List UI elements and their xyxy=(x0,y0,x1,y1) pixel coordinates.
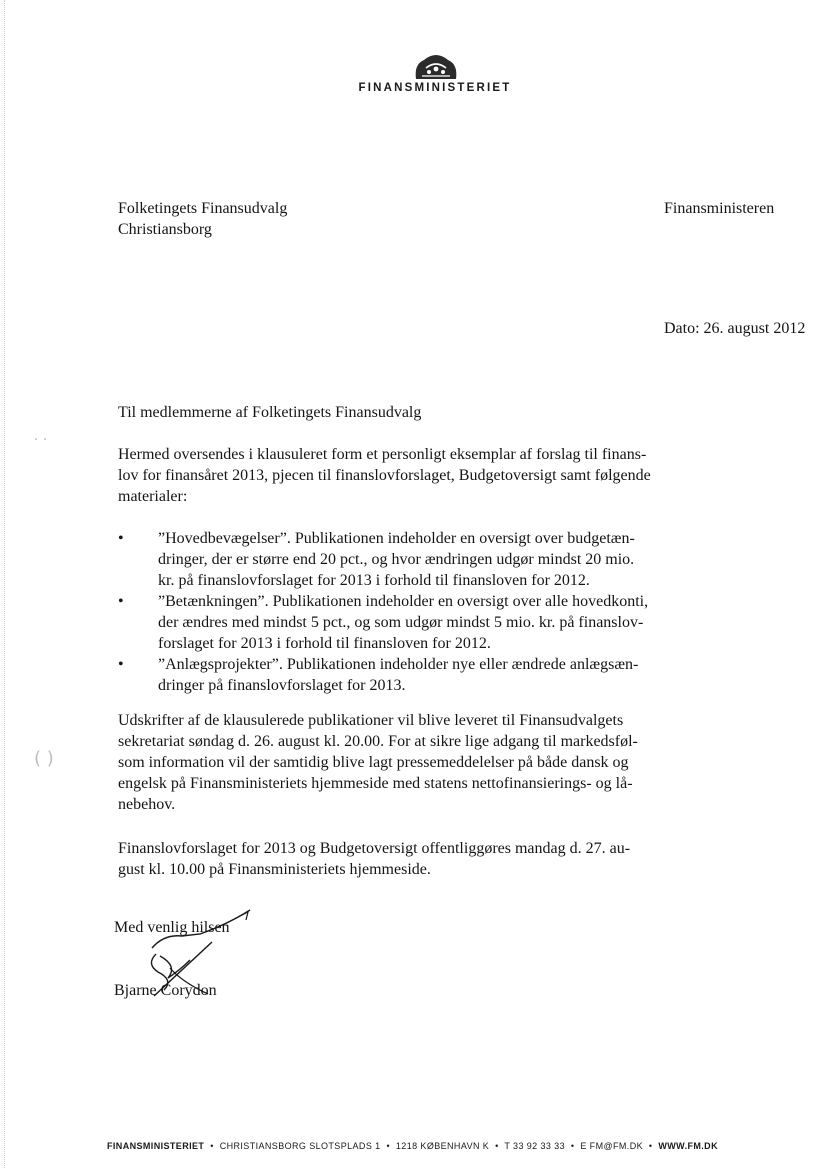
letterhead xyxy=(340,52,530,102)
page-footer xyxy=(0,1141,825,1151)
list-item xyxy=(118,528,658,591)
salutation: Til medlemmerne af Folketingets Finansudvalg xyxy=(118,404,422,421)
footer-separator: • xyxy=(570,1141,575,1151)
text-line: gust kl. 10.00 på Finansministeriets hjemmeside. xyxy=(118,861,431,878)
letter-date: Dato: 26. august 2012 xyxy=(664,320,806,337)
crown-icon xyxy=(412,52,460,80)
footer-separator: • xyxy=(386,1141,390,1151)
bullet-icon: • xyxy=(118,530,124,547)
footer-website-link[interactable]: WWW.FM.DK xyxy=(658,1141,718,1151)
materials-list xyxy=(118,528,658,696)
footer-separator: • xyxy=(648,1141,653,1151)
margin-mark-icon: ( ) xyxy=(34,748,54,769)
bullet-icon: • xyxy=(118,656,124,673)
text-line: ”Hovedbevægelser”. Publikationen indeholder en oversigt over budgetæn- xyxy=(158,530,635,547)
footer-separator: • xyxy=(210,1141,214,1151)
text-line: engelsk på Finansministeriets hjemmeside med statens nettofinansierings- og lå- xyxy=(118,775,633,792)
sender-title: Finansministeren xyxy=(664,200,775,217)
text-line: Udskrifter af de klausulerede publikationer vil blive leveret til Finansudvalgets xyxy=(118,712,624,729)
addressee-line: Folketingets Finansudvalg xyxy=(118,200,288,217)
text-line: Finanslovforslaget for 2013 og Budgetoversigt offentliggøres mandag d. 27. au- xyxy=(118,840,631,857)
footer-email[interactable]: E FM@FM.DK xyxy=(580,1141,644,1151)
text-line: sekretariat søndag d. 26. august kl. 20.00. For at sikre lige adgang til markedsføl- xyxy=(118,733,638,750)
addressee-block xyxy=(118,198,287,240)
publication-paragraph xyxy=(118,838,648,880)
list-item xyxy=(118,591,658,654)
ministry-logotype: FINANSMINISTERIET xyxy=(358,82,512,94)
text-line: dringer, der er større end 20 pct., og hvor ændringen udgør mindst 20 mio. xyxy=(158,551,635,568)
text-line: ”Anlægsprojekter”. Publikationen indeholder nye eller ændrede anlægsæn- xyxy=(158,656,639,673)
text-line: dringer på finanslovforslaget for 2013. xyxy=(158,677,406,694)
delivery-paragraph xyxy=(118,710,648,815)
text-line: Hermed oversendes i klausuleret form et personligt eksemplar af forslag til finans- xyxy=(118,446,647,463)
intro-paragraph xyxy=(118,444,658,507)
text-line: materialer: xyxy=(118,488,188,505)
footer-address: CHRISTIANSBORG SLOTSPLADS 1 xyxy=(219,1141,381,1151)
footer-ministry: FINANSMINISTERIET xyxy=(107,1141,205,1151)
signer-name: Bjarne Corydon xyxy=(114,982,217,999)
text-line: nebehov. xyxy=(118,796,176,813)
text-line: som information vil der samtidig blive lagt pressemeddelelser på både dansk og xyxy=(118,754,629,771)
text-line: forslaget for 2013 i forhold til finansloven for 2012. xyxy=(158,635,491,652)
text-line: kr. på finanslovforslaget for 2013 i forhold til finansloven for 2012. xyxy=(158,572,590,589)
closing-phrase: Med venlig hilsen xyxy=(114,919,230,936)
list-item xyxy=(118,654,658,696)
text-line: lov for finansåret 2013, pjecen til finanslovforslaget, Budgetoversigt samt følgende xyxy=(118,467,651,484)
scan-edge-artifact xyxy=(4,0,6,1168)
margin-mark-icon: · · xyxy=(34,432,48,448)
footer-separator: • xyxy=(495,1141,499,1151)
footer-postal: 1218 KØBENHAVN K xyxy=(395,1141,490,1151)
bullet-icon: • xyxy=(118,593,124,610)
addressee-line: Christiansborg xyxy=(118,221,212,238)
footer-phone: T 33 92 33 33 xyxy=(504,1141,565,1151)
text-line: der ændres med mindst 5 pct., og som udgør mindst 5 mio. kr. på finanslov- xyxy=(158,614,644,631)
text-line: ”Betænkningen”. Publikationen indeholder en oversigt over alle hovedkonti, xyxy=(158,593,649,610)
